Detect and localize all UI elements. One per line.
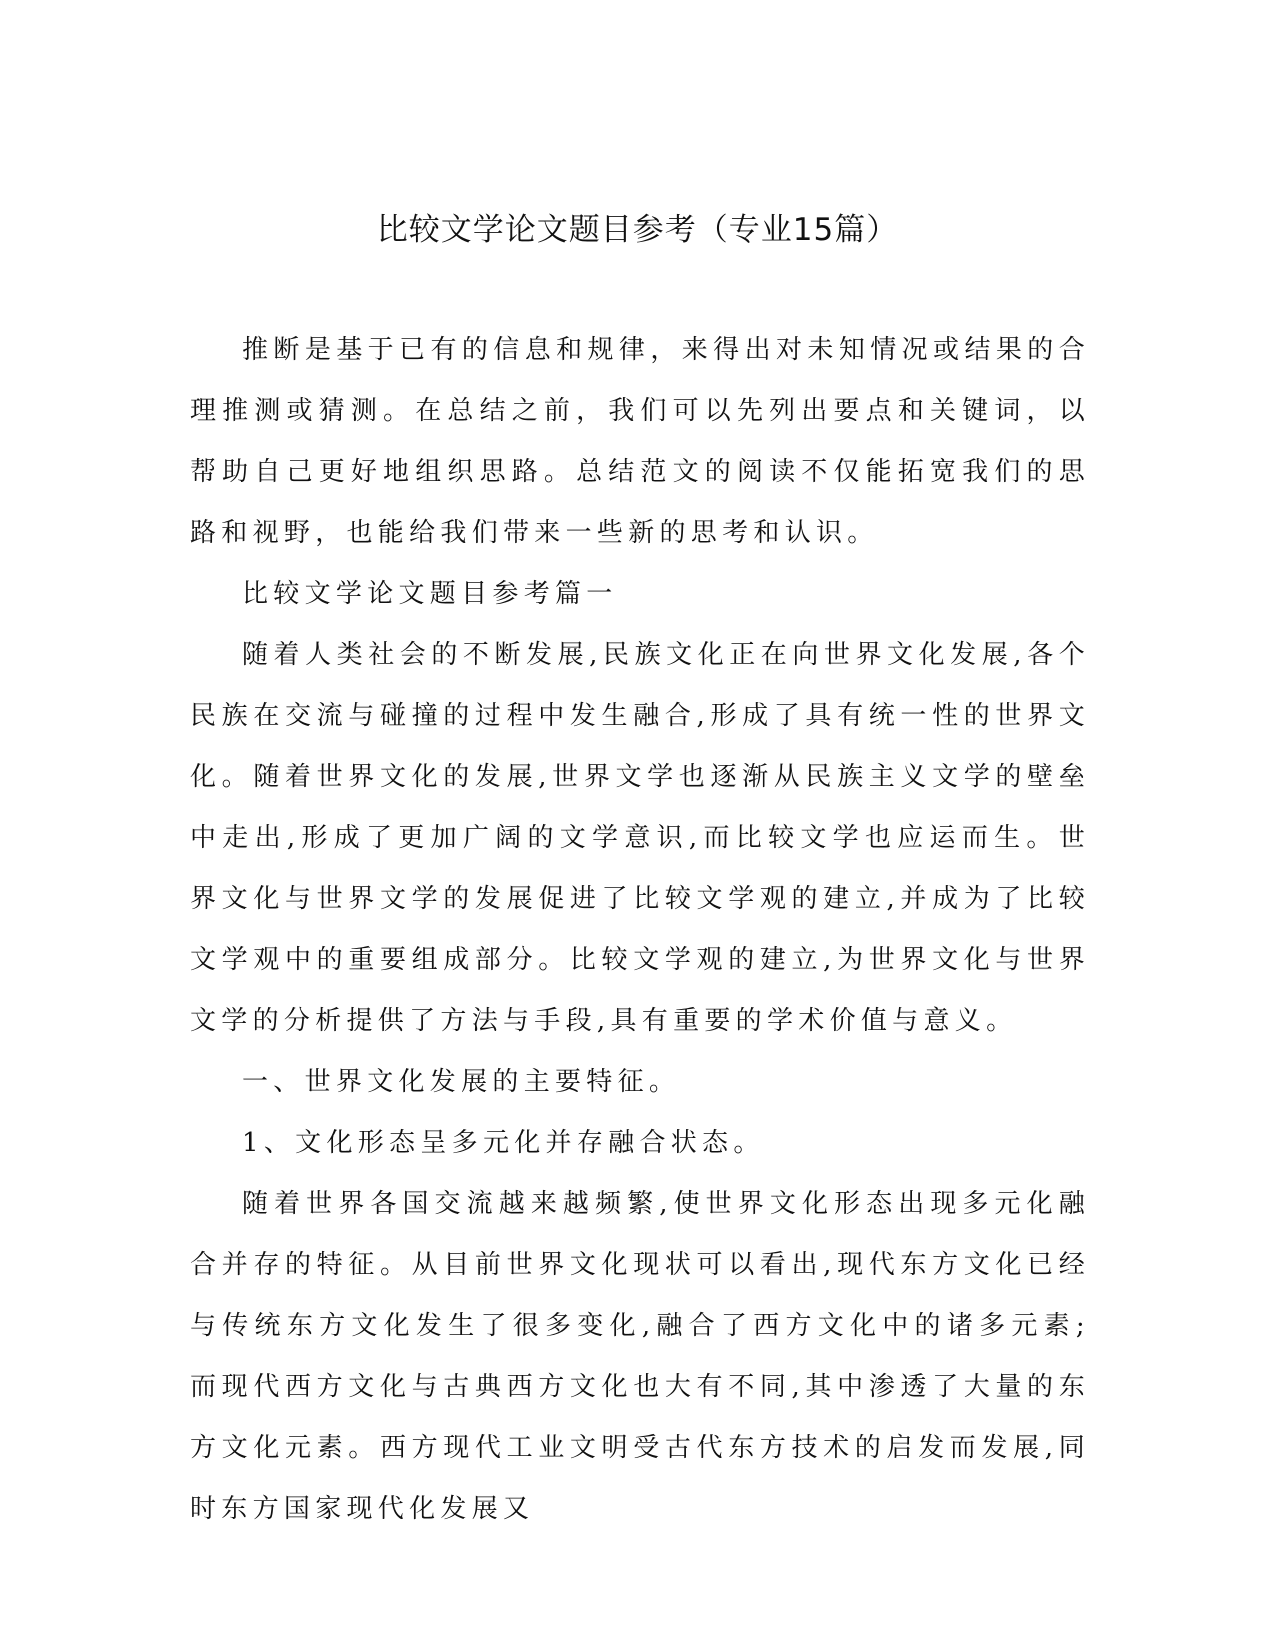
document-body (190, 320, 1090, 1540)
subsection-heading: 一、世界文化发展的主要特征。 (242, 1067, 681, 1097)
document-title: 比较文学论文题目参考（专业15篇） (376, 212, 899, 248)
body-paragraph: 随着人类社会的不断发展,民族文化正在向世界文化发展,各个民族在交流与碰撞的过程中发生融合,形成了具有统一性的世界文化。随着世界文化的发展,世界文学也逐渐从民族主义文学的壁垒中走出,形成了更加广阔的文学意识,而比较文学也应运而生。世界文化与世界文学的发展促进了比较文学观的建立,并成为了比较文学观中的重要组成部分。比较文学观的建立,为世界文化与世界文学的分析提供了方法与手段,具有重要的学术价值与意义。 (190, 640, 1090, 1036)
body-paragraph: 随着世界各国交流越来越频繁,使世界文化形态出现多元化融合并存的特征。从目前世界文化现状可以看出,现代东方文化已经与传统东方文化发生了很多变化,融合了西方文化中的诸多元素;而现代西方文化与古典西方文化也大有不同,其中渗透了大量的东方文化元素。西方现代工业文明受古代东方技术的启发而发展,同时东方国家现代化发展又 (190, 1189, 1090, 1524)
numbered-heading: 1、文化形态呈多元化并存融合状态。 (242, 1128, 765, 1158)
section-heading: 比较文学论文题目参考篇一 (242, 579, 618, 609)
intro-paragraph: 推断是基于已有的信息和规律，来得出对未知情况或结果的合理推测或猜测。在总结之前，我们可以先列出要点和关键词，以帮助自己更好地组织思路。总结范文的阅读不仅能拓宽我们的思路和视野，也能给我们带来一些新的思考和认识。 (190, 335, 1090, 548)
